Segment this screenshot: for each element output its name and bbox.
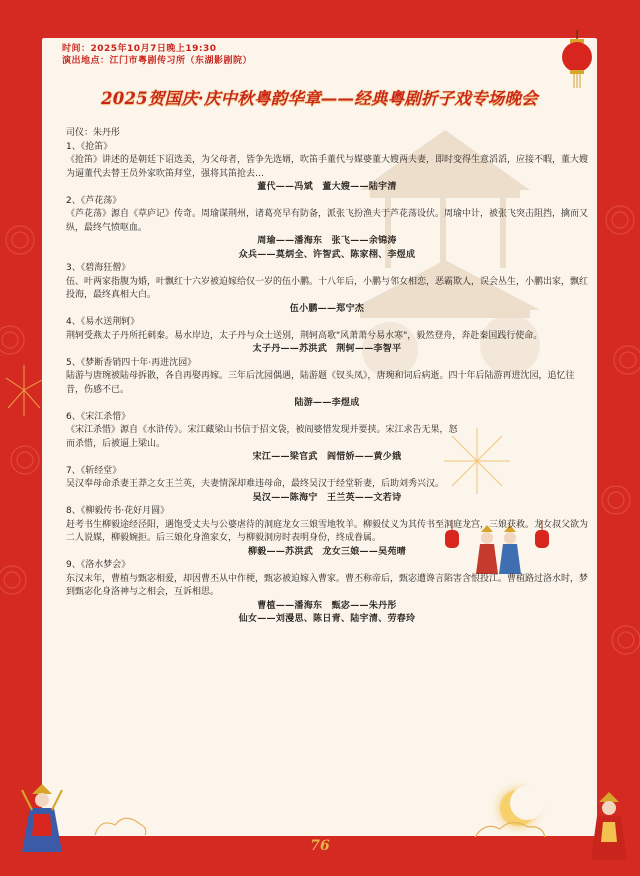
program-title: 6、《宋江杀惜》 [66, 411, 131, 422]
program-item [66, 465, 588, 506]
program-item [66, 357, 588, 411]
lantern-icon [560, 30, 594, 90]
opera-figure-right-icon [585, 790, 633, 862]
program-title: 7、《斩经堂》 [66, 465, 122, 476]
opera-figure-left-icon [18, 780, 66, 856]
event-venue: 演出地点：江门市粤剧传习所（东湖影剧院） [62, 56, 253, 66]
program-title: 9、《洛水梦会》 [66, 560, 131, 570]
program-desc: 《宋江杀惜》源自《水浒传》。宋江藏梁山书信于招文袋，被阎婆惜发现并要挟。宋江求告无果，怒而杀惜，后被逼上梁山。 [66, 425, 458, 449]
program-item [66, 559, 588, 627]
program-desc: 荆轲受燕太子丹所托刺秦。易水岸边，太子丹与众士送别，荆轲高歌"风萧萧兮易水寒"，毅然登舟，奔赴秦国践行使命。 [66, 330, 543, 341]
program-list [66, 127, 588, 627]
program-cast: 柳毅——苏洪武 龙女三娘——吴苑晴 [247, 546, 407, 557]
program-cast: 众兵——莫炳全、许智武、陈家栩、李煜成 [238, 249, 416, 260]
program-item [66, 316, 588, 357]
program-cast: 曹植——潘海东 甄宓——朱丹彤 [257, 600, 397, 611]
bottom-cloud-left [90, 810, 150, 840]
program-item [66, 262, 588, 316]
program-cast: 陆游——李煜成 [294, 398, 360, 408]
program-item [66, 411, 588, 465]
program-cast: 董代——冯斌 董大嫂——陆宇清 [257, 182, 397, 192]
program-desc: 伍、叶两家指腹为婚，叶飘红十六岁被迫嫁给仅一岁的伍小鹏。十八年后，小鹏与邻女相恋，恶霸欺人，误会丛生，小鹏出家，飘红投海，最终真相大白。 [66, 276, 589, 300]
program-cast: 吴汉——陈海宁 王兰英——文若诗 [252, 492, 402, 503]
program-title: 5、《梦断香销四十年·再进沈园》 [66, 357, 197, 368]
program-title: 3、《碧海狂僧》 [66, 263, 131, 273]
host-line: 司仪：朱丹彤 [66, 128, 121, 138]
event-info [62, 43, 252, 67]
page-title: 2025贺国庆·庆中秋粤韵华章——经典粤剧折子戏专场晚会 [101, 89, 538, 108]
firework-left [4, 360, 44, 420]
program-cast: 伍小鹏——郑宁杰 [289, 303, 365, 314]
cloud-pattern-left [0, 200, 42, 700]
program-cast: 仙女——刘漫思、陈日青、陆宇清、劳春玲 [238, 614, 416, 624]
program-item [66, 141, 588, 195]
program-desc: 《抢笛》讲述的是朝廷下诏选美，为父母者，皆争先选婿，吹笛手董代与媒婆董大嫂两夫妻，即时变得生意滔滔，应接不暇，董大嫂为逼董代去替王员外家吹笛拜堂，强将其笛抢去… [66, 155, 589, 179]
program-title: 1、《抢笛》 [66, 141, 113, 152]
page-number: 76 [310, 838, 330, 854]
program-desc: 陆游与唐琬被陆母拆散，各自再娶再嫁。三年后沈园偶遇，陆游题《钗头凤》，唐琬和词后病逝。四十年后陆游再进沈园，追忆往昔，伤感不已。 [66, 371, 575, 395]
program-item [66, 195, 588, 263]
program-cast: 周瑜——潘海东 张飞——余锦涛 [257, 236, 397, 246]
bottom-cloud-right [470, 815, 550, 841]
program-cast: 太子丹——苏洪武 荆轲——李智平 [252, 344, 402, 354]
event-time: 时间：2025年10月7日晚上19:30 [62, 44, 217, 54]
program-desc: 《芦花荡》源自《草庐记》传奇。周瑜谋荆州，诸葛亮早有防备，派张飞扮渔夫于芦花荡设伏。周瑜中计，被张飞突击阻挡，擒而又纵，最终气愤呕血。 [66, 209, 589, 233]
program-desc: 吴汉奉母命杀妻王莽之女王兰英，夫妻情深却难违母命，最终吴汉于经堂斩妻，后助刘秀兴汉。 [66, 479, 445, 489]
program-cast: 宋江——梁官武 阎惜娇——黄少娥 [252, 452, 402, 462]
program-item [66, 505, 588, 559]
program-title: 4、《易水送荆轲》 [66, 317, 140, 327]
cloud-pattern-right [598, 160, 640, 720]
program-desc: 东汉末年，曹植与甄宓相爱，却因曹丕从中作梗，甄宓被迫嫁入曹家。曹丕称帝后，甄宓遭谗言陷害含恨投江。曹植路过洛水时，梦到甄宓化身洛神与之相会，互诉相思。 [66, 573, 589, 597]
program-desc: 赶考书生柳毅途经泾阳，遇饱受丈夫与公婆虐待的洞庭龙女三娘雪地牧羊。柳毅仗义为其传书至洞庭龙宫，三娘获救。龙女叔父欲为二人说媒，柳毅婉拒。后三娘化身渔家女，与柳毅洞房时表明身份，终成眷属。 [66, 519, 589, 543]
program-title: 2、《芦花荡》 [66, 195, 122, 206]
program-title: 8、《柳毅传书·花好月圆》 [66, 506, 170, 516]
